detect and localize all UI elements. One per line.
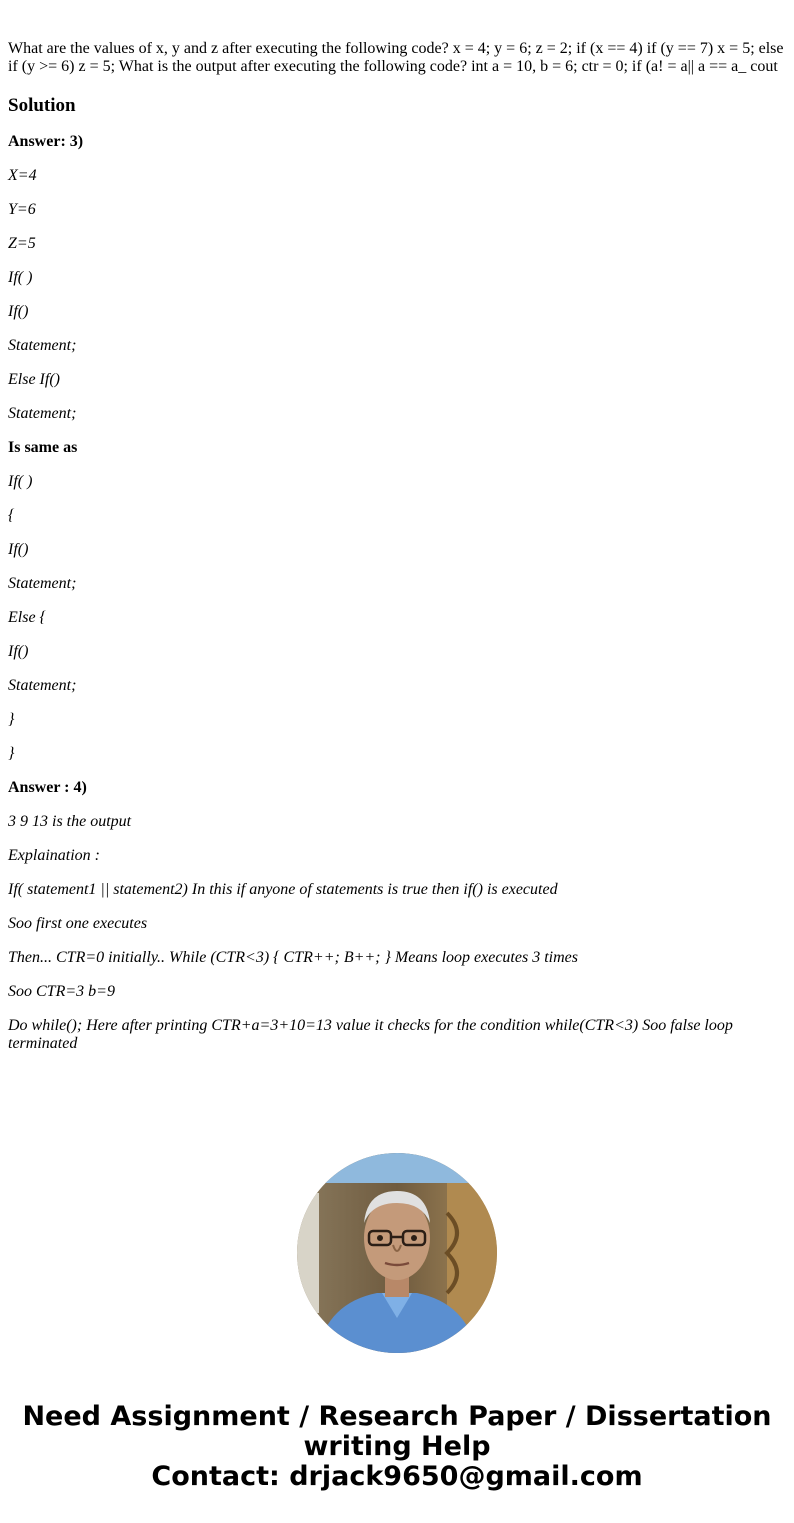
solution-line: If( ) (8, 473, 33, 490)
main-content (8, 40, 786, 1069)
solution-line: Z=5 (8, 235, 36, 252)
banner-line-1: Need Assignment / Research Paper / Dissertation (22, 1401, 772, 1432)
question-text: What are the values of x, y and z after executing the following code? x = 4; y = 6; z = 2; if (x == 4) if (y == 7) x = 5; else if (y >= 6) z = 5; What is the output after executing the following code? int a = 10, b = 6; ctr = 0; if (a! = a|| a == a_ cout (8, 40, 784, 75)
solution-line: Explaination : (8, 847, 100, 864)
solution-line: Statement; (8, 337, 77, 354)
solution-line: Do while(); Here after printing CTR+a=3+10=13 value it checks for the condition while(CTR<3) Soo false loop terminated (8, 1017, 733, 1052)
solution-line: Soo first one executes (8, 915, 148, 932)
solution-line: 3 9 13 is the output (8, 813, 132, 830)
person-portrait-icon (297, 1153, 497, 1353)
solution-line: If() (8, 303, 29, 320)
solution-lines (8, 133, 786, 1053)
author-photo (297, 1153, 497, 1353)
solution-line: X=4 (8, 167, 37, 184)
banner-line-2: writing Help (303, 1431, 491, 1462)
solution-line: If( statement1 || statement2) In this if anyone of statements is true then if() is executed (8, 881, 558, 898)
solution-line: Else { (8, 609, 46, 626)
promo-banner (0, 1402, 794, 1492)
solution-line: Is same as (8, 439, 78, 456)
solution-line: If() (8, 541, 29, 558)
solution-line: Soo CTR=3 b=9 (8, 983, 115, 1000)
solution-line: If( ) (8, 269, 33, 286)
solution-line: If() (8, 643, 29, 660)
solution-line: Else If() (8, 371, 60, 388)
solution-line: { (8, 507, 15, 524)
solution-line: Statement; (8, 677, 77, 694)
solution-line: Y=6 (8, 201, 36, 218)
banner-contact: Contact: drjack9650@gmail.com (151, 1461, 643, 1492)
solution-heading: Solution (8, 95, 76, 116)
solution-line: Answer : 4) (8, 779, 87, 796)
solution-line: Then... CTR=0 initially.. While (CTR<3) { CTR++; B++; } Means loop executes 3 times (8, 949, 578, 966)
solution-line: } (8, 745, 15, 762)
solution-line: Answer: 3) (8, 133, 84, 150)
solution-line: } (8, 711, 15, 728)
solution-line: Statement; (8, 575, 77, 592)
solution-line: Statement; (8, 405, 77, 422)
